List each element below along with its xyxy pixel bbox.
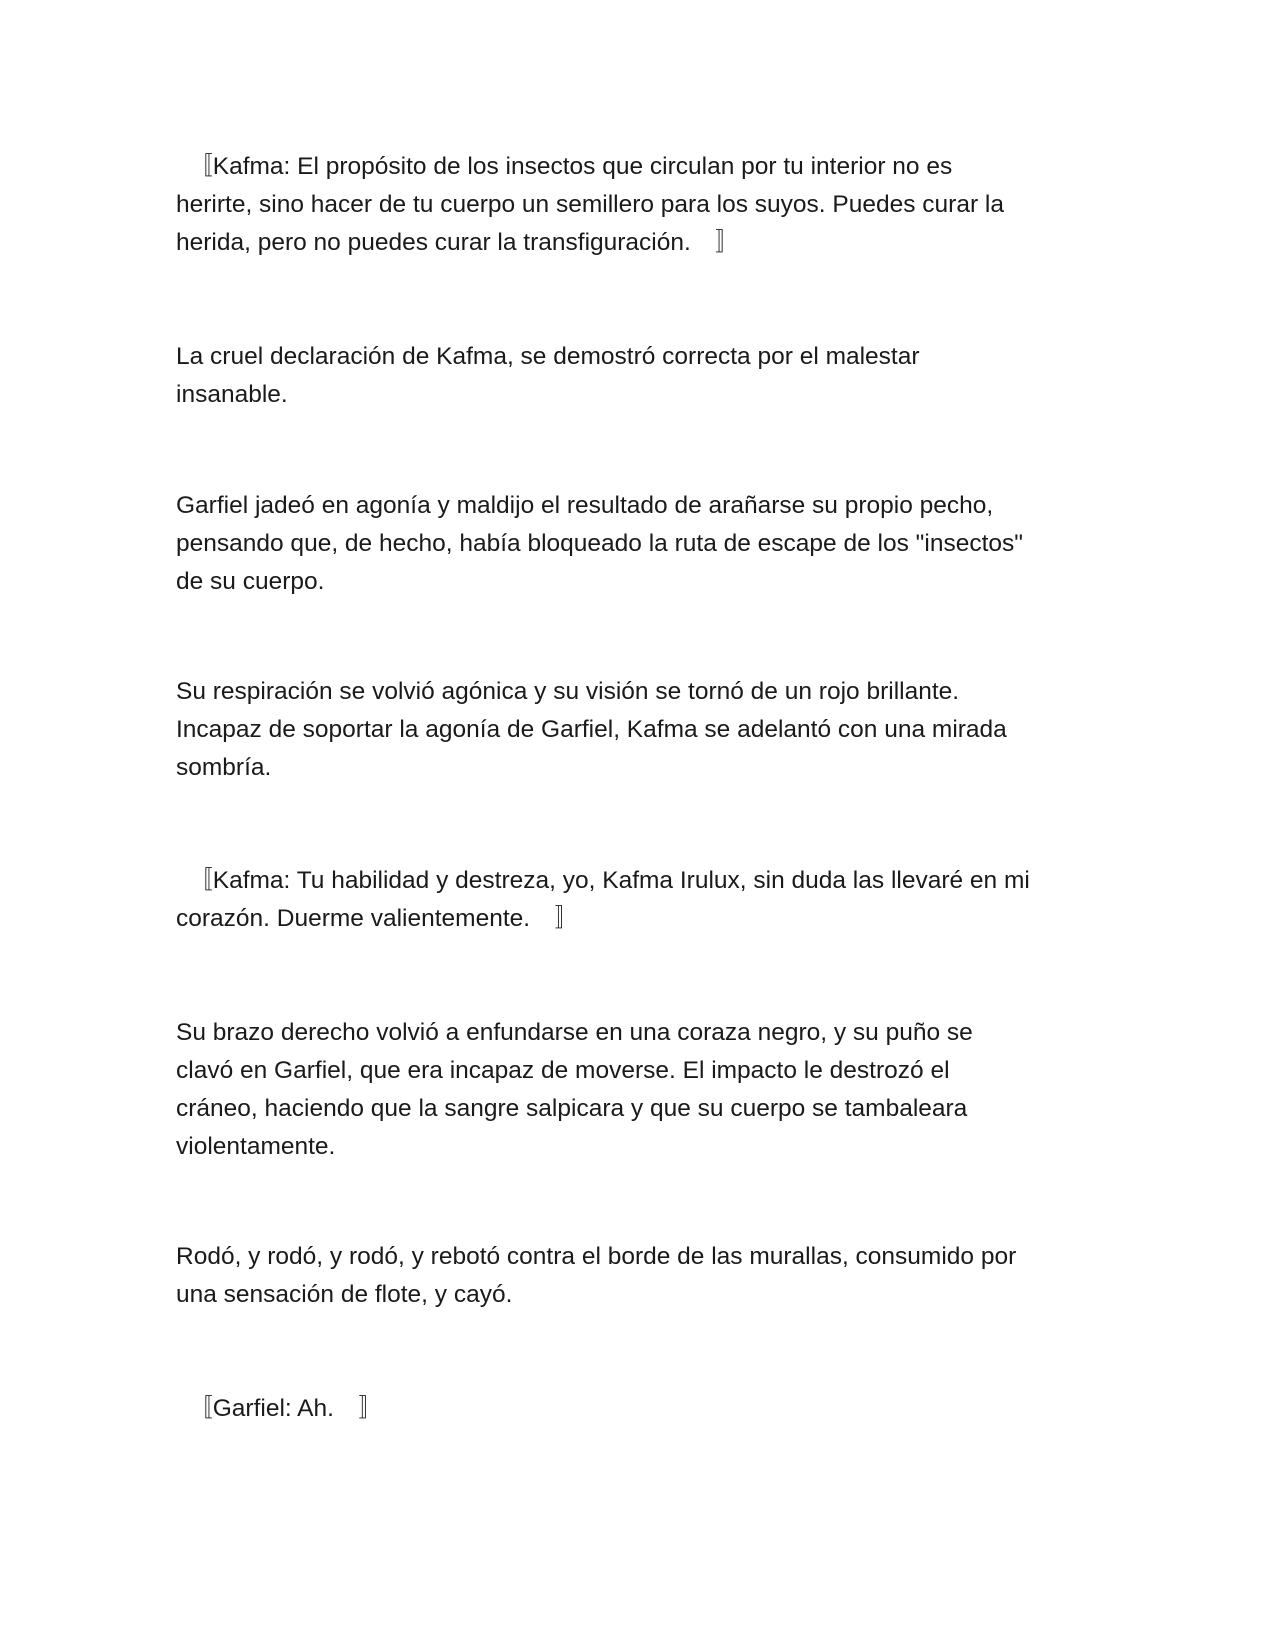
paragraph-cruel-declaration: La cruel declaración de Kafma, se demostró correcta por el malestar insanable. xyxy=(176,343,920,408)
paragraph-breathing: Su respiración se volvió agónica y su visión se tornó de un rojo brillante. Incapaz de soportar la agonía de Garfiel, Kafma se adelantó con una mirada sombría. xyxy=(176,678,1007,781)
paragraph-kafma-dialogue-1: 〚Kafma: El propósito de los insectos que circulan por tu interior no es herirte, sino hacer de tu cuerpo un semillero para los suyos. Puedes curar la herida, pero no puedes curar la transfiguración. 〛 xyxy=(176,153,1004,256)
paragraph-garfiel-dialogue: 〚Garfiel: Ah. 〛 xyxy=(176,1395,383,1422)
paragraph-garfiel-agony: Garfiel jadeó en agonía y maldijo el resultado de arañarse su propio pecho, pensando que, de hecho, había bloqueado la ruta de escape de los "insectos" de su cuerpo. xyxy=(176,492,1023,595)
paragraph-rolled: Rodó, y rodó, y rodó, y rebotó contra el borde de las murallas, consumido por una sensación de flote, y cayó. xyxy=(176,1243,1017,1308)
paragraph-right-arm: Su brazo derecho volvió a enfundarse en una coraza negro, y su puño se clavó en Garfiel, que era incapaz de moverse. El impacto le destrozó el cráneo, haciendo que la sangre salpicara y que su cuerpo se tambaleara violentamente. xyxy=(176,1019,973,1160)
paragraph-kafma-dialogue-2: 〚Kafma: Tu habilidad y destreza, yo, Kafma Irulux, sin duda las llevaré en mi corazón. Duerme valientemente. 〛 xyxy=(176,867,1030,932)
